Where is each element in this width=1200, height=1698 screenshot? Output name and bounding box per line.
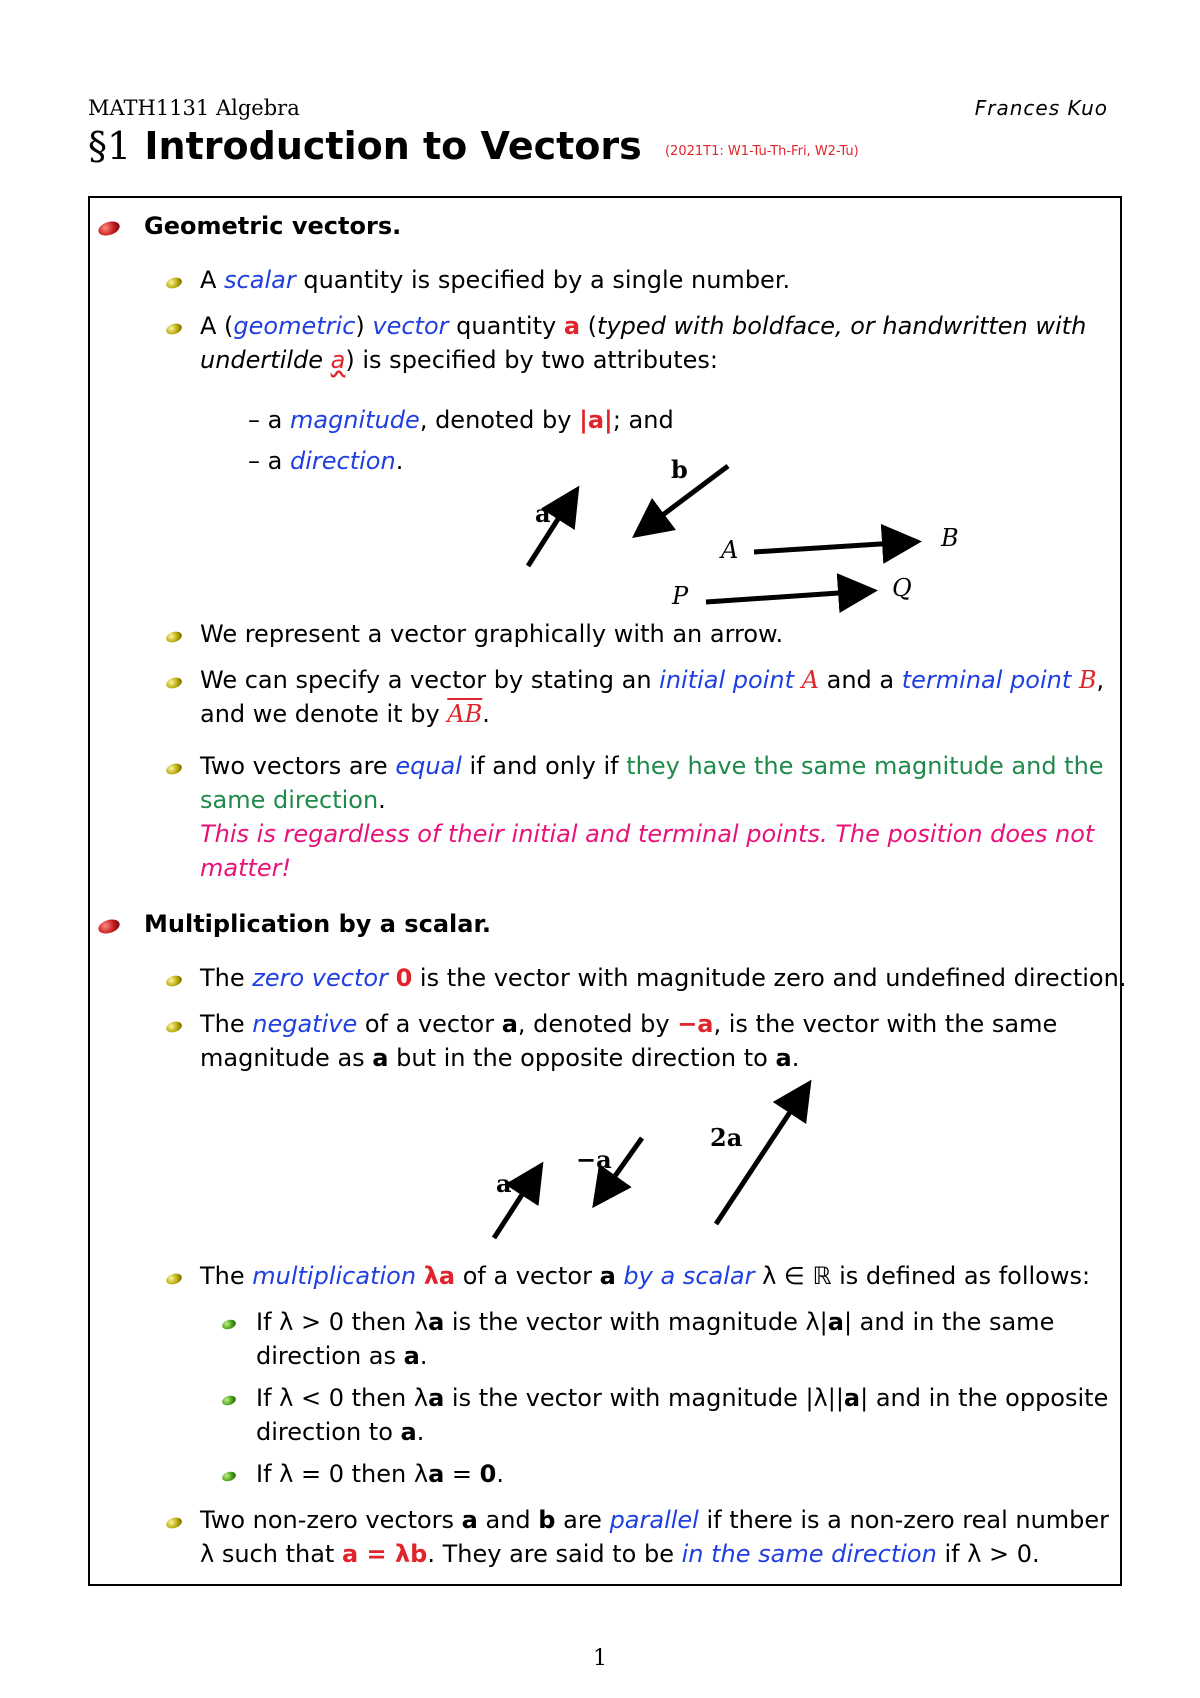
vector-PQ-arrow <box>706 591 868 602</box>
sub-item-zero: If λ = 0 then λa = 0. <box>256 1460 504 1488</box>
title-note: (2021T1: W1-Tu-Th-Fri, W2-Tu) <box>664 144 859 159</box>
item-scalar-multiplication: The multiplication λa of a vector a by a scalar λ ∈ ℝ is defined as follows: <box>200 1262 1091 1290</box>
sub-item-direction: – a direction. <box>248 447 404 475</box>
label-B: B <box>941 524 959 552</box>
item-scalar: A scalar quantity is specified by a single number. <box>200 266 791 294</box>
author-name: Frances Kuo <box>974 96 1108 120</box>
item-parallel: Two non-zero vectors a and b are parallel if there is a non-zero real number λ such that a = λb. They are said to be in the same direction if λ > 0. <box>200 1506 1110 1568</box>
label-Q: Q <box>892 574 912 602</box>
item-zero-vector: The zero vector 0 is the vector with magnitude zero and undefined direction. <box>200 964 1127 992</box>
section-heading-geometric: Geometric vectors. <box>144 212 402 240</box>
page-number: 1 <box>593 1646 607 1671</box>
item-negative: The negative of a vector a, denoted by −a, is the vector with the same magnitude as a but in the opposite direction to a. <box>200 1010 1058 1072</box>
vector-2a-arrow <box>716 1088 806 1224</box>
section-symbol: §1 <box>88 124 132 168</box>
section-heading-multiplication: Multiplication by a scalar. <box>144 910 491 938</box>
sub-item-positive: If λ > 0 then λa is the vector with magnitude λ|a| and in the same direction as a. <box>256 1308 1055 1370</box>
item-graphical: We represent a vector graphically with an arrow. <box>200 620 784 648</box>
label-b: b <box>671 455 688 484</box>
label-2a: 2a <box>710 1123 743 1152</box>
label-A: A <box>721 536 739 564</box>
course-title: MATH1131 Algebra <box>88 96 300 120</box>
label-P: P <box>672 582 689 610</box>
item-vector: A (geometric) vector quantity a (typed with boldface, or handwritten with undertilde a) is specified by two attributes: <box>200 312 1087 374</box>
item-equal: Two vectors are equal if and only if they have the same magnitude and the same direction. This is regardless of their initial and terminal points. The position does not matter! <box>200 752 1104 882</box>
sub-item-magnitude: – a magnitude, denoted by |a|; and <box>248 406 674 434</box>
label-a-2: a <box>496 1169 512 1198</box>
label-a: a <box>535 499 551 528</box>
vector-AB-arrow <box>754 542 912 552</box>
item-initial-terminal: We can specify a vector by stating an initial point A and a terminal point B, and we denote it by $\overline{AB}$. <box>200 666 1105 728</box>
title-text: Introduction to Vectors <box>144 124 642 168</box>
sub-item-negative: If λ < 0 then λa is the vector with magnitude |λ||a| and in the opposite direction to a. <box>256 1384 1109 1446</box>
label-neg-a: −a <box>576 1145 612 1174</box>
